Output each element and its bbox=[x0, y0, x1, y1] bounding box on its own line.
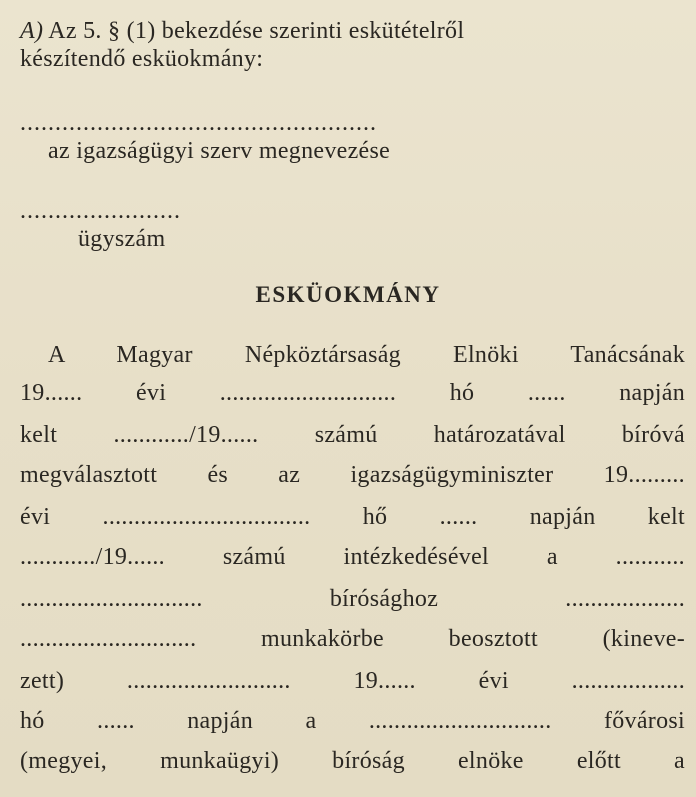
intro-line-2: készítendő esküokmány: bbox=[20, 46, 264, 72]
body-line bbox=[20, 542, 685, 572]
body-line-text: A Magyar Népköztársaság Elnöki Tanácsának bbox=[48, 342, 685, 368]
intro-line-1-text: Az 5. § (1) bekezdése szerinti eskütételről bbox=[43, 18, 465, 44]
case-number-blank: ....................... bbox=[20, 198, 181, 224]
body-line-text: évi ................................. hő ...... napján kelt bbox=[20, 504, 685, 530]
body-line bbox=[20, 420, 685, 450]
organ-name-blank: ................................................... bbox=[20, 110, 377, 136]
intro-line-1 bbox=[20, 16, 685, 46]
body-line-text: ............................. bírósághoz ................... bbox=[20, 586, 685, 612]
case-number-label: ügyszám bbox=[78, 226, 166, 252]
body-line bbox=[20, 746, 685, 776]
body-line-text: ............................ munkakörbe beosztott (kineve- bbox=[20, 626, 685, 652]
body-line bbox=[20, 624, 685, 654]
body-line-text: ............/19...... számú intézkedésével a ........... bbox=[20, 544, 685, 570]
body-line-text: kelt ............/19...... számú határozatával bíróvá bbox=[20, 422, 685, 448]
body-line bbox=[48, 340, 685, 370]
organ-name-label: az igazságügyi szerv megnevezése bbox=[48, 138, 391, 164]
body-line-text: (megyei, munkaügyi) bíróság elnöke előtt a bbox=[20, 748, 685, 774]
body-line-text: hó ...... napján a ............................. fővárosi bbox=[20, 708, 685, 734]
body-line-text: megválasztott és az igazságügyminiszter 19......... bbox=[20, 462, 685, 488]
body-line bbox=[20, 706, 685, 736]
document-title: ESKÜOKMÁNY bbox=[255, 282, 441, 307]
body-line-text: zett) .......................... 19...... évi .................. bbox=[20, 668, 685, 694]
body-line bbox=[20, 378, 685, 408]
body-line bbox=[20, 460, 685, 490]
body-line-text: 19...... évi ............................ hó ...... napján bbox=[20, 380, 685, 406]
body-line bbox=[20, 584, 685, 614]
body-line bbox=[20, 502, 685, 532]
body-line bbox=[20, 666, 685, 696]
section-letter: A) bbox=[20, 18, 44, 44]
